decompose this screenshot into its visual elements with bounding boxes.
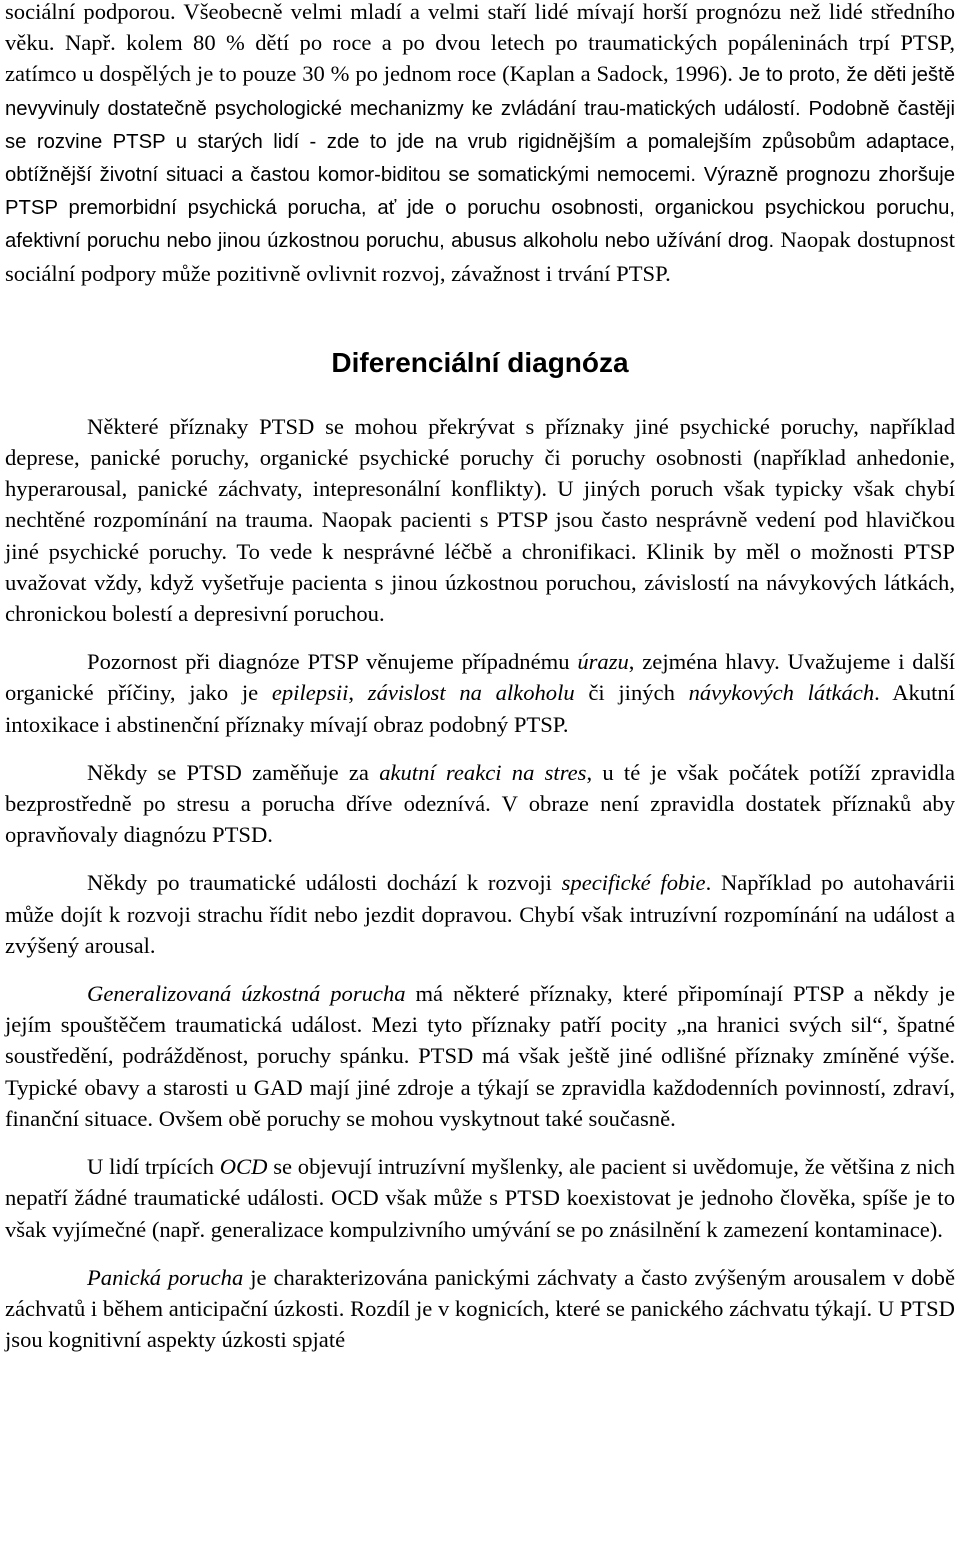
- text-run: se objevují intruzívní myšlenky, ale pacient si uvědomuje, že většina z nich nepatří žádné traumatické události. OCD však může s PTSD koexistovat je jednoho člověka, spíše je to však vyjímečné (např. generalizace kompulzivního umývání se po znásilnění k zamezení kontaminace).: [5, 1154, 955, 1242]
- document-page: [5, 0, 955, 1355]
- emphasis-alcohol: závislost na alkoholu: [367, 680, 575, 706]
- text-run: Pozornost při diagnóze PTSP věnujeme případnému: [87, 649, 578, 675]
- emphasis-gad: Generalizovaná úzkostná porucha: [87, 981, 406, 1007]
- text-run: , u té je však počátek potíží zpravidla bezprostředně po stresu a porucha dříve odeznívá. V obraze není zpravidla dostatek příznaků aby opravňovaly diagnózu PTSD.: [5, 759, 955, 848]
- intro-sentence-3: Podobně častěji se rozvine PTSP u starých lidí - zde to jde na vrub rigidnějším a pomalejším způsobům adaptace, obtížnější životní situaci a častou komor-biditou se somatickými nemocemi.: [5, 97, 956, 187]
- paragraph-acute-stress: [5, 757, 955, 851]
- intro-sentence-2: Je to proto, že děti ještě nevyvinuly dostatečně psychologické mechanizmy ke zvládání trau-matických událostí.: [5, 64, 955, 120]
- text-run: , zejména hlavy. Uvažujeme i další organické příčiny, jako je: [5, 649, 955, 706]
- intro-sentence-1: sociální podporou. Všeobecně velmi mladí a velmi staří lidé mívají horší prognózu než lidé středního věku. Např. kolem 80 % dětí po roce a po dvou letech po traumatických popáleninách trpí PTSP, zatímco u dospělých je to pouze 30 % po jednom roce (Kaplan a Sadock, 1996).: [5, 0, 955, 87]
- text-run: či jiných: [574, 680, 689, 706]
- intro-sentence-4: Výrazně prognozu zhoršuje PTSP premorbidní psychická porucha, ať jde o poruchu osobnosti, organickou psychickou poruchu, afektivní poruchu nebo jinou úzkostnou poruchu, abusus alkoholu nebo užívání drog.: [5, 164, 955, 253]
- paragraph-injury: [5, 646, 955, 740]
- emphasis-substances: návykových látkách: [688, 680, 875, 706]
- paragraph-gad: [5, 978, 955, 1134]
- emphasis-panic: Panická porucha: [87, 1264, 244, 1290]
- intro-sentence-5: Naopak dostupnost sociální podpory může pozitivně ovlivnit rozvoj, závažnost i trvání PTSP.: [5, 227, 955, 286]
- emphasis-ocd: OCD: [219, 1154, 268, 1180]
- emphasis-phobia: specifické fobie: [561, 870, 706, 896]
- text-run: . Akutní intoxikace i abstinenční příznaky mívají obraz podobný PTSP.: [5, 680, 956, 737]
- paragraph-panic: [5, 1262, 955, 1356]
- paragraph-phobia: [5, 867, 955, 961]
- text-run: Někdy se PTSD zaměňuje za: [87, 759, 380, 785]
- emphasis-epilepsy: epilepsii: [271, 680, 349, 706]
- text-run: U lidí trpících: [87, 1154, 220, 1180]
- text-run: ,: [348, 680, 368, 706]
- text-run: Někdy po traumatické události dochází k rozvoji: [87, 870, 562, 896]
- emphasis-acute-stress: akutní reakci na stres: [379, 759, 587, 785]
- intro-paragraph: [5, 0, 955, 289]
- text-run: je charakterizována panickými záchvaty a často zvýšeným arousalem v době záchvatů i během anticipační úzkosti. Rozdíl je v kognicích, které se panického záchvatu týkají. U PTSD jsou kognitivní aspekty úzkosti spjaté: [5, 1264, 956, 1353]
- paragraph-overlap: Některé příznaky PTSD se mohou překrývat s příznaky jiné psychické poruchy, například deprese, panické poruchy, organické psychické poruchy či poruchy osobnosti (například anhedonie, hyperarousal, panické záchvaty, intepresonální konflikty). U jiných poruch však typicky však chybí nechtěné rozpomínání na trauma. Naopak pacienti s PTSP jsou často nesprávně vedení pod hlavičkou jiné psychické poruchy. To vede k nesprávné léčbě a chronifikaci. Klinik by měl o možnosti PTSP uvažovat vždy, když vyšetřuje pacienta s jinou úzkostnou poruchou, závislostí na návykových látkách, chronickou bolestí a depresivní poruchou.: [5, 413, 955, 627]
- paragraph-ocd: [5, 1151, 955, 1245]
- section-heading: Diferenciální diagnóza: [331, 346, 629, 378]
- text-run: . Například po autohavárii může dojít k rozvoji strachu řídit nebo jezdit dopravou. Chybí však intruzívní rozpomínání na událost a zvýšený arousal.: [5, 870, 955, 958]
- text-run: má některé příznaky, které připomínají PTSP a někdy je jejím spouštěčem traumatická událost. Mezi tyto příznaky patří pocity „na hranici svých sil“, špatné soustředění, podrážděnost, poruchy spánku. PTSD má však ještě jiné odlišné příznaky zmíněné výše. Typické obavy a starosti u GAD mají jiné zdroje a týkají se zpravidla každodenních povinností, zdraví, finanční situace. Ovšem obě poruchy se mohou vyskytnout také současně.: [5, 981, 955, 1131]
- emphasis-injury: úrazu: [577, 649, 629, 675]
